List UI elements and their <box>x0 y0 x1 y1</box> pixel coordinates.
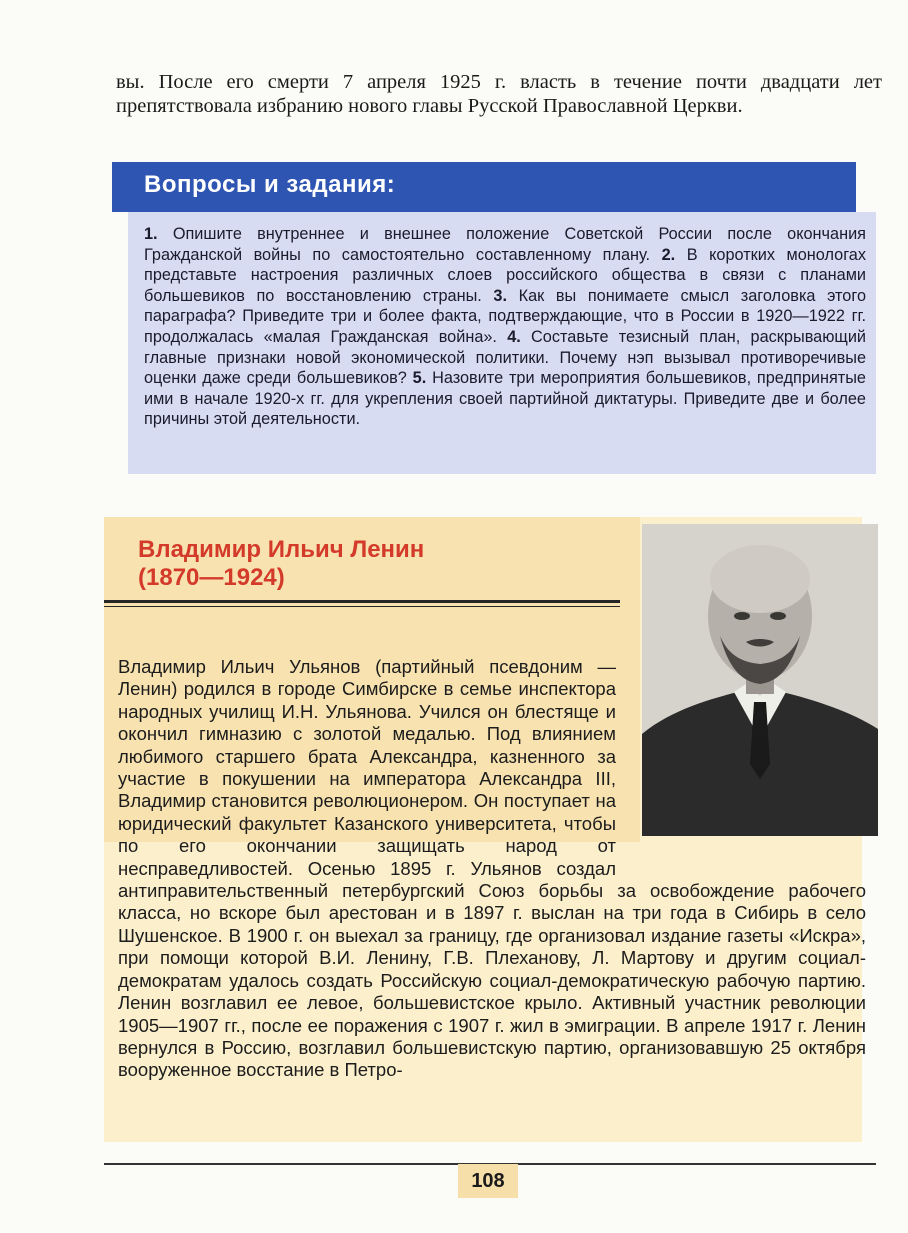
title-rule-thin <box>104 606 620 607</box>
question-text: Как вы понимаете смысл заголовка этого параграфа? Приведите три и более факта, подтверждающие, что в России в 1920—1922 гг. продолжалась «малая Гражданская война». <box>144 286 867 346</box>
page-number: 108 <box>458 1164 518 1198</box>
intro-paragraph: вы. После его смерти 7 апреля 1925 г. власть в течение почти двадцати лет препятствовала избранию нового главы Русской Православной Церкви. <box>116 71 882 117</box>
biography-title <box>138 536 618 592</box>
question-text: Назовите три мероприятия большевиков, предпринятые ими в начале 1920-х гг. для укрепления своей партийной диктатуры. Приведите две и более причины этой деятельности. <box>144 369 866 429</box>
biography-paragraph: Владимир Ильич Ульянов (партийный псевдоним — Ленин) родился в городе Симбирске в семье инспектора народных училищ И.Н. Ульянова. Учился он блестяще и окончил гимназию с золотой медалью. Под влиянием любимого старшего брата Александра, казненного за участие в покушении на императора Александра III, Владимир становится революционером. Он поступает на юридический факультет Казанского университета, чтобы по его окончании защищать народ от несправедливостей. Осенью 1895 г. Ульянов создал антиправительственный петербургский Союз борьбы за освобождение рабочего класса, но вскоре был арестован и в 1897 г. выслан на три года в Сибирь в село Шушенское. В 1900 г. он выехал за границу, где организовал издание газеты «Искра», при помощи которой В.И. Ленину, Г.В. Плеханову, Л. Мартову и другим социал-демократам удалось создать Российскую социал-демократическую рабочую партию. Ленин возглавил ее левое, большевистское крыло. Активный участник революции 1905—1907 гг., после ее поражения с 1907 г. жил в эмиграции. В апреле 1917 г. Ленин вернулся в Россию, возглавил большевистскую партию, организовавшую 25 октября вооруженное восстание в Петро- <box>118 656 866 1081</box>
title-rule <box>104 600 620 603</box>
portrait-spacer <box>616 656 866 862</box>
questions-header <box>112 162 856 212</box>
question-text: Опишите внутреннее и внешнее положение Советской России после окончания Гражданской войны по самостоятельно составленному плану. <box>144 225 866 264</box>
question-text: Составьте тезисный план, раскрывающий главные признаки новой экономической политики. Почему нэп вызывал противоречивые оценки даже среди большевиков? <box>144 327 867 388</box>
biography-years: (1870—1924) <box>138 564 285 591</box>
biography-text-block <box>118 656 866 1082</box>
questions-text <box>144 224 866 430</box>
questions-title: Вопросы и задания: <box>144 171 396 198</box>
question-number: 3. <box>493 286 507 305</box>
question-number: 4. <box>507 327 521 346</box>
question-number: 2. <box>661 245 676 264</box>
question-text: В коротких монологах представьте настроения различных слоев российского общества в связи с планами большевиков по восстановлению страны. <box>144 245 866 305</box>
question-number: 1. <box>144 225 158 243</box>
questions-box <box>128 212 876 474</box>
question-number: 5. <box>412 369 427 388</box>
biography-name: Владимир Ильич Ленин <box>138 536 425 563</box>
